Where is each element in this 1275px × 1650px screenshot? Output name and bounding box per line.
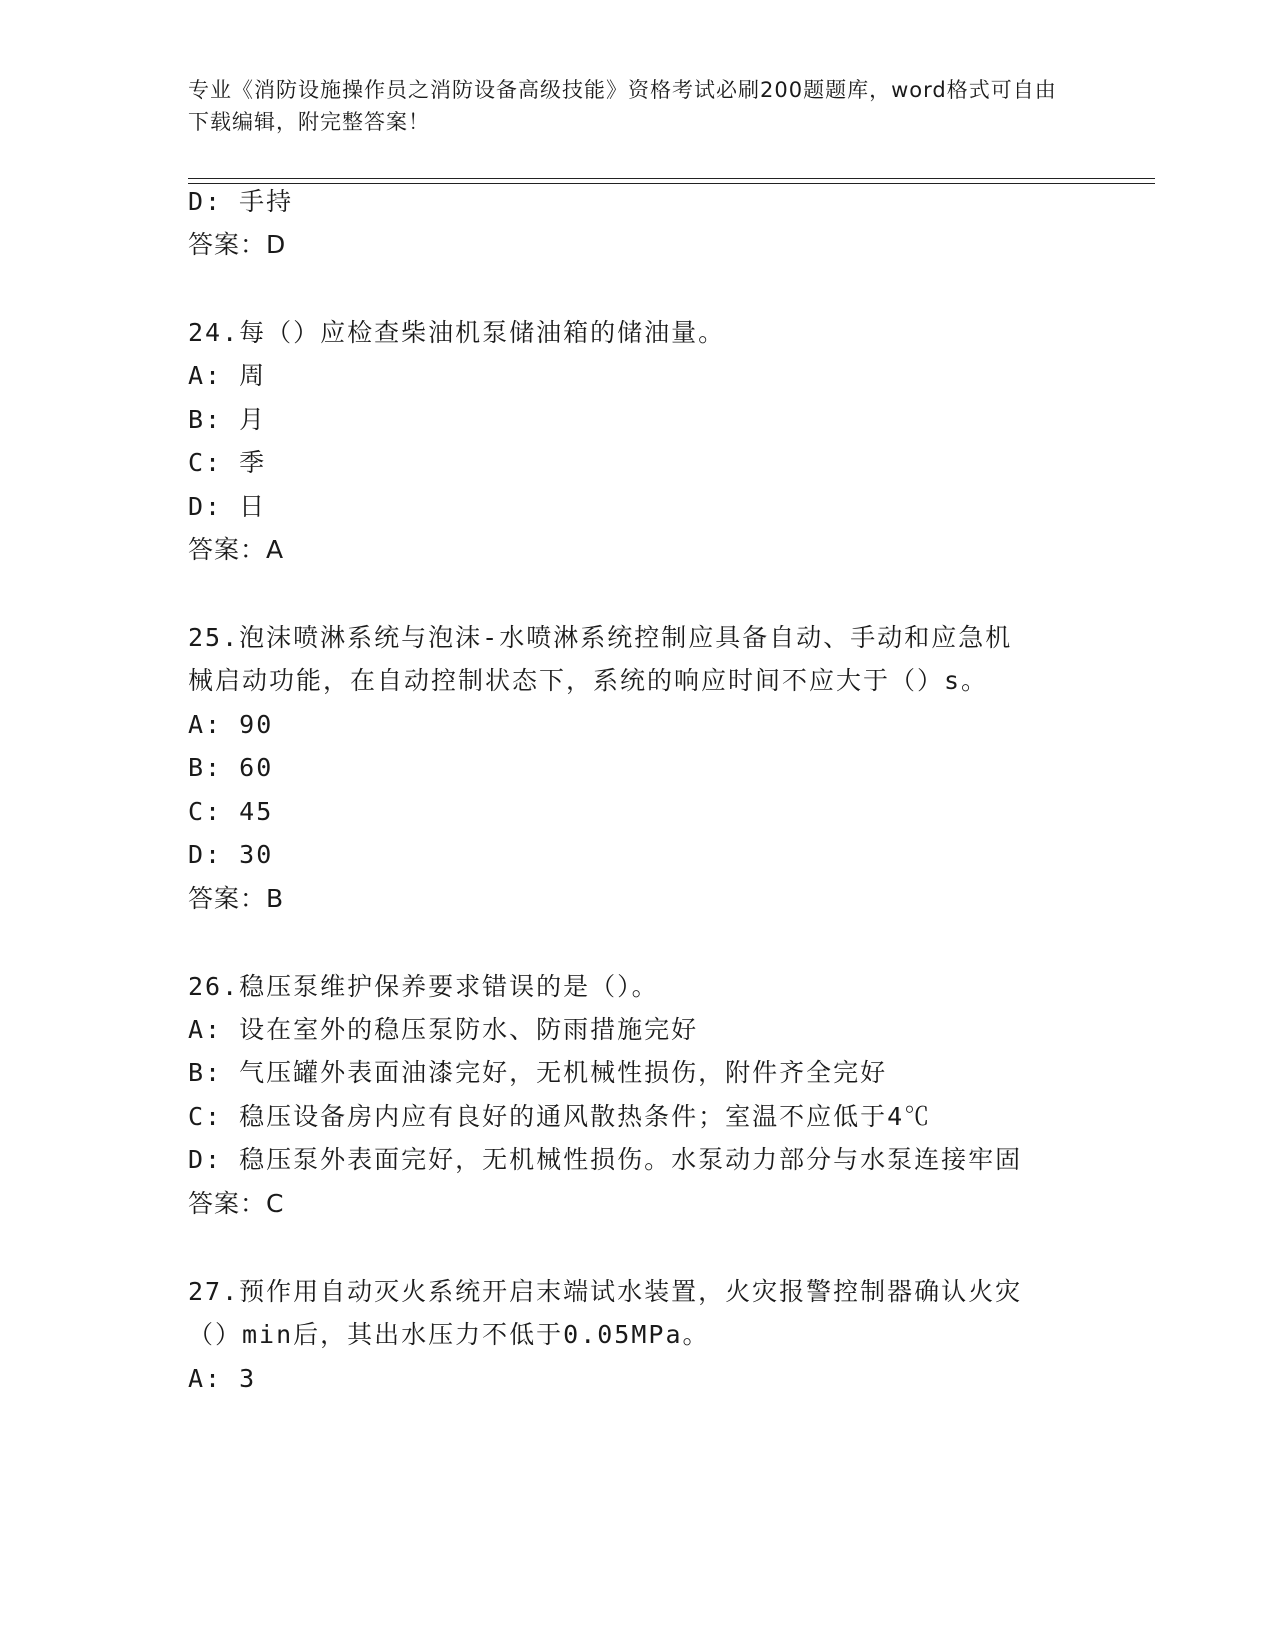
q24-option-c: C: 季 bbox=[188, 448, 267, 477]
page-header: 专业《消防设施操作员之消防设备高级技能》资格考试必刷200题题库，word格式可自由下载编辑，附完整答案！ bbox=[188, 78, 1057, 134]
q24-option-a: A: 周 bbox=[188, 361, 267, 390]
q25-option-b: B: 60 bbox=[188, 753, 274, 782]
header-rule-top bbox=[188, 178, 1155, 179]
q26-option-d: D: 稳压泵外表面完好，无机械性损伤。水泵动力部分与水泵连接牢固 bbox=[188, 1145, 1023, 1174]
q25-option-c: C: 45 bbox=[188, 797, 274, 826]
q24-answer: 答案：A bbox=[188, 535, 285, 564]
q23-option-d: D: 手持 bbox=[188, 187, 294, 216]
q26-option-a: A: 设在室外的稳压泵防水、防雨措施完好 bbox=[188, 1015, 699, 1044]
q23-answer: 答案：D bbox=[188, 230, 287, 259]
q24-stem: 24.每（）应检查柴油机泵储油箱的储油量。 bbox=[188, 318, 726, 347]
q27-stem-line2: （）min后，其出水压力不低于0.05MPa。 bbox=[188, 1320, 710, 1349]
q25-option-a: A: 90 bbox=[188, 710, 274, 739]
q24-option-d: D: 日 bbox=[188, 492, 267, 521]
q27-option-a: A: 3 bbox=[188, 1364, 257, 1393]
q26-stem: 26.稳压泵维护保养要求错误的是（）。 bbox=[188, 972, 659, 1001]
header-rule-bottom bbox=[188, 183, 1155, 184]
q25-stem-line2: 械启动功能，在自动控制状态下，系统的响应时间不应大于（）s。 bbox=[188, 666, 989, 695]
q24-option-b: B: 月 bbox=[188, 405, 267, 434]
q26-answer: 答案：C bbox=[188, 1189, 285, 1218]
q26-option-b: B: 气压罐外表面油漆完好，无机械性损伤，附件齐全完好 bbox=[188, 1058, 888, 1087]
q25-answer: 答案：B bbox=[188, 884, 285, 913]
q25-stem-line1: 25.泡沫喷淋系统与泡沫-水喷淋系统控制应具备自动、手动和应急机 bbox=[188, 623, 1013, 652]
q27-stem-line1: 27.预作用自动灭火系统开启末端试水装置，火灾报警控制器确认火灾 bbox=[188, 1277, 1023, 1306]
q26-option-c: C: 稳压设备房内应有良好的通风散热条件；室温不应低于4℃ bbox=[188, 1102, 932, 1131]
q25-option-d: D: 30 bbox=[188, 840, 274, 869]
